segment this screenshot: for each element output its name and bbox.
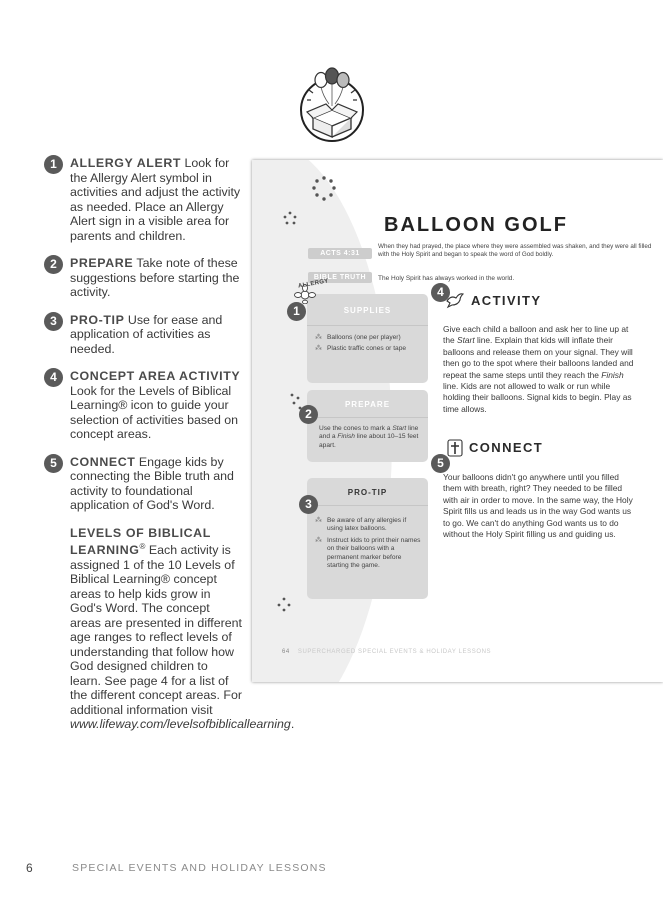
- footer-title: SPECIAL EVENTS AND HOLIDAY LESSONS: [72, 862, 327, 874]
- supplies-heading: SUPPLIES: [343, 306, 392, 315]
- legend-text: Look for the Levels of Biblical Learning® icon to guide your selection of activities based on concept areas.: [70, 383, 239, 441]
- legend-heading: PRO-TIP: [70, 312, 125, 327]
- bible-truth-text: The Holy Spirit has always worked in the world.: [378, 275, 515, 282]
- activity-heading: ACTIVITY: [471, 293, 542, 308]
- lesson-page-title: SUPERCHARGED SPECIAL EVENTS & HOLIDAY LESSONS: [297, 649, 492, 655]
- levels-text: Each activity is assigned 1 of the 10 Levels of Biblical Learning® concept areas to help kids grow in God's Word. The concept areas are presented in different age ranges to reflect levels of understanding that follow how God designed children to learn. See page 4 for a list of the different concept areas. For additional information visit: [70, 543, 242, 717]
- list-item-text: Balloons (one per player): [327, 334, 401, 341]
- legend-number: 1: [44, 155, 63, 174]
- scripture-reference-badge: ACTS 4:31: [308, 248, 372, 259]
- legend-item-allergy-alert: [46, 156, 242, 243]
- finish-term: Finish: [601, 369, 624, 380]
- connect-text: Your balloons didn't go anywhere until you filled them with breath, right? They needed to be filled with air in order to move. In the same way, the Holy Spirit fills us and leads us in the way God wants us to go. We can't do anything God wants us to do without the Holy Spirit filling us and guiding us.: [443, 472, 633, 540]
- list-item: [315, 517, 422, 534]
- legend-heading: CONNECT: [70, 454, 136, 469]
- lesson-page-number: 64: [282, 649, 290, 655]
- lesson-page-footer: [282, 649, 491, 655]
- activity-text-part: Give each child a balloon and ask her to line up at the: [443, 324, 629, 346]
- sparkle-decoration-icon: [281, 210, 299, 228]
- list-item: [315, 334, 422, 342]
- legend-text: Take note of these suggestions before starting the activity.: [70, 256, 240, 299]
- legend-text: Look for the Allergy Alert symbol in activities and adjust the activity as needed. Place an Allergy Alert sign in a visible area for parents and children.: [70, 156, 241, 243]
- sparkle-bullet-icon: ⁂: [315, 334, 322, 341]
- activity-text: [443, 324, 638, 415]
- legend-text: Use for ease and application of activities as needed.: [70, 312, 223, 356]
- legend-number: 2: [44, 255, 63, 274]
- list-item-text: Plastic traffic cones or tape: [327, 345, 407, 353]
- legend-heading: ALLERGY ALERT: [70, 156, 182, 170]
- sparkle-bullet-icon: ⁂: [315, 345, 322, 353]
- sparkle-decoration-icon: [309, 174, 339, 204]
- list-item: [315, 537, 422, 571]
- activity-text-part: line. Kids are not allowed to walk or run while holding their balloons. Signal kids to begin. Play as time allows.: [443, 381, 632, 414]
- prepare-text-part: line about 10–15 feet apart.: [319, 433, 419, 449]
- lesson-title: BALLOON GOLF: [384, 214, 568, 236]
- connect-heading: CONNECT: [469, 440, 544, 455]
- activity-number: 4: [431, 283, 450, 302]
- pro-tip-list: [315, 517, 422, 573]
- card-divider: [307, 325, 428, 326]
- registered-mark: ®: [139, 542, 146, 551]
- lesson-page: [252, 160, 663, 682]
- prepare-text: [319, 425, 420, 450]
- pro-tip-heading: PRO-TIP: [347, 488, 388, 497]
- list-item-text: Be aware of any allergies if using latex balloons.: [327, 517, 407, 533]
- legend-item-pro-tip: [46, 313, 242, 357]
- supplies-card: [307, 294, 428, 383]
- start-term: Start: [392, 425, 407, 432]
- legend-heading: PREPARE: [70, 256, 134, 270]
- prepare-text-part: Use the cones to mark a: [319, 425, 393, 432]
- legend-heading: CONCEPT AREA ACTIVITY: [70, 369, 241, 383]
- prepare-heading: PREPARE: [344, 400, 391, 409]
- connect-number: 5: [431, 454, 450, 473]
- sparkle-decoration-icon: [276, 596, 292, 612]
- list-item: [315, 345, 422, 353]
- card-divider: [307, 417, 428, 418]
- cross-icon: [447, 439, 463, 457]
- legend-number: 5: [44, 454, 63, 473]
- list-item-text: Instruct kids to print their names on their balloons with a permanent marker before starting the game.: [327, 536, 421, 570]
- dove-icon: [445, 291, 465, 309]
- prepare-number: 2: [299, 405, 318, 424]
- legend-item-connect: [46, 455, 242, 513]
- prepare-text-part: line and a: [319, 425, 419, 441]
- sparkle-bullet-icon: ⁂: [315, 536, 322, 544]
- legend-text: Engage kids by connecting the Bible truth and activity to foundational application of God's Word.: [70, 454, 234, 512]
- levels-heading: LEVELS OF BIBLICAL LEARNING: [70, 525, 211, 558]
- legend-number: 4: [44, 368, 63, 387]
- supplies-number: 1: [287, 302, 306, 321]
- card-divider: [307, 505, 428, 506]
- balloons-box-icon: [299, 66, 365, 144]
- legend-item-concept-area-activity: [46, 369, 242, 442]
- page-number: 6: [26, 861, 33, 875]
- legend-item-prepare: [46, 256, 242, 300]
- allergy-label: ALLERGY: [297, 278, 330, 290]
- start-term: Start: [456, 335, 475, 346]
- sparkle-bullet-icon: ⁂: [315, 517, 322, 524]
- levels-link[interactable]: www.lifeway.com/levelsofbiblicallearning: [70, 717, 291, 732]
- pro-tip-card: [307, 478, 428, 599]
- page-footer: [26, 861, 327, 875]
- levels-end: .: [290, 717, 295, 732]
- legend-number: 3: [44, 312, 63, 331]
- prepare-card: [307, 390, 428, 462]
- bible-truth-badge: BIBLE TRUTH: [308, 272, 372, 283]
- activity-text-part: line. Explain that kids will inflate their balloons and release them on your signal. They will then go to the spot where their balloons landed and repeat the same steps until they reach the: [443, 335, 634, 380]
- pro-tip-number: 3: [299, 495, 318, 514]
- supplies-list: [315, 334, 422, 357]
- scripture-verse: When they had prayed, the place where they were assembled was shaken, and they were all filled with the Holy Spirit and began to speak the word of God boldly.: [378, 243, 652, 258]
- finish-term: Finish: [337, 433, 355, 441]
